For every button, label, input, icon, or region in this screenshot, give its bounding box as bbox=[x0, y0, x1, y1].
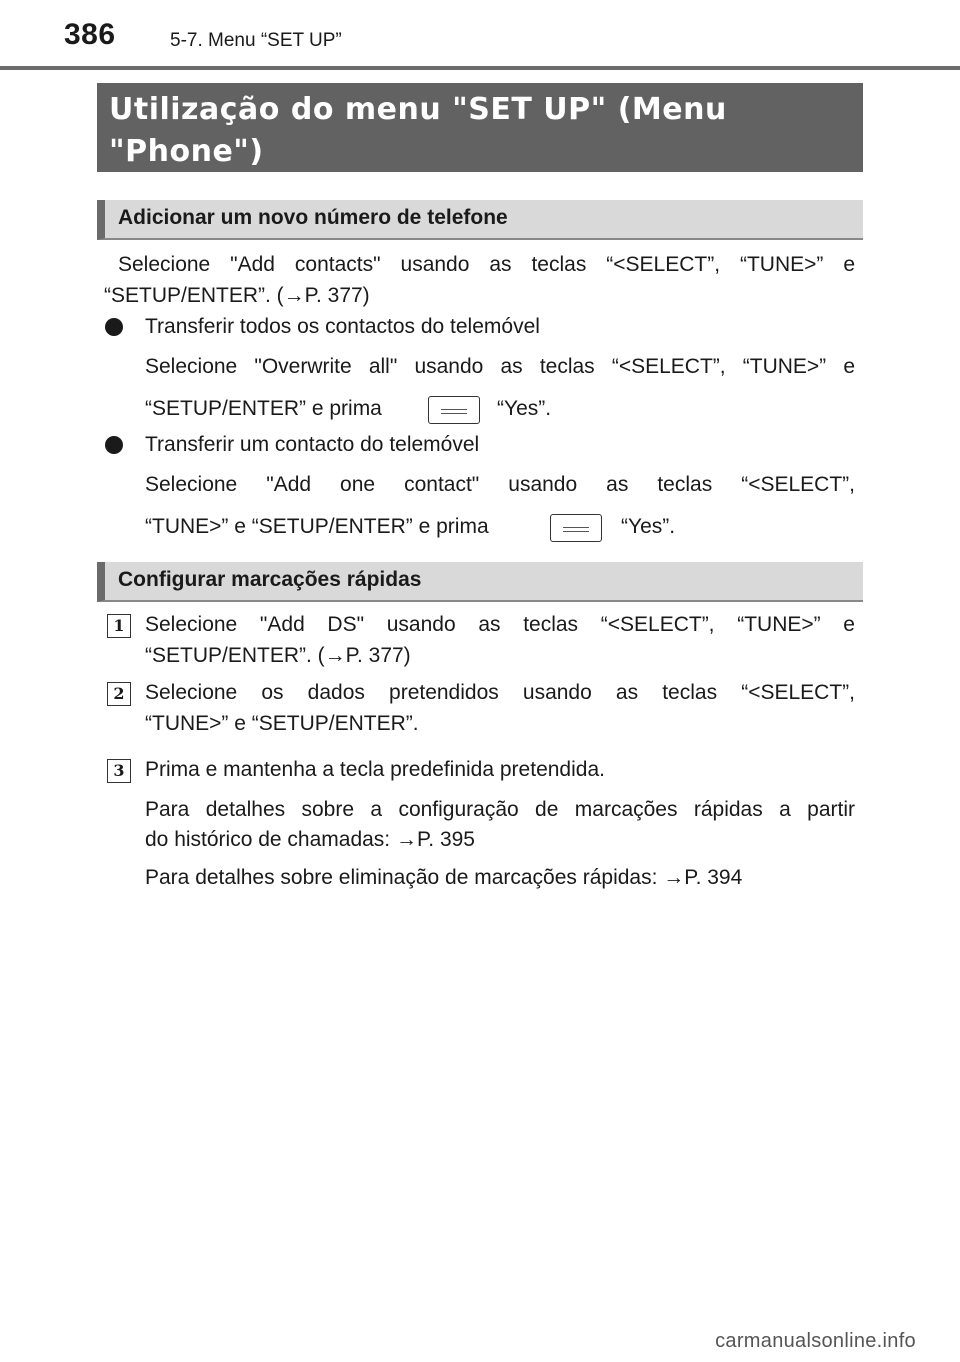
section-reference: 5-7. Menu “SET UP” bbox=[170, 30, 342, 51]
key-button-icon bbox=[550, 514, 602, 542]
bullet-transfer-one-line-1: Selecione "Add one contact" usando as teclas “<SELECT”, bbox=[145, 473, 855, 496]
step-1-line-1: Selecione "Add DS" usando as teclas “<SELECT”, “TUNE>” e bbox=[145, 613, 855, 636]
note-delete: Para detalhes sobre eliminação de marcações rápidas: →P. 394 bbox=[145, 866, 743, 889]
key-button-icon bbox=[428, 396, 480, 424]
note-history-line-2: do histórico de chamadas: →P. 395 bbox=[145, 828, 475, 851]
intro-line-2: “SETUP/ENTER”. (→P. 377) bbox=[104, 284, 370, 307]
bullet-transfer-all-line-2: “SETUP/ENTER” e prima bbox=[145, 397, 382, 420]
page-title-line-1: Utilização do menu "SET UP" (Menu bbox=[109, 92, 727, 127]
intro-line-1: Selecione "Add contacts" usando as teclas “<SELECT”, “TUNE>” e bbox=[118, 253, 855, 276]
page-number: 386 bbox=[64, 18, 116, 51]
bullet-transfer-one-title: Transferir um contacto do telemóvel bbox=[145, 433, 480, 456]
bullet-transfer-one-yes: “Yes”. bbox=[621, 515, 676, 538]
bullet-transfer-all-line-1: Selecione "Overwrite all" usando as teclas “<SELECT”, “TUNE>” e bbox=[145, 355, 855, 378]
bullet-icon bbox=[105, 318, 123, 336]
section-heading-add-number: Adicionar um novo número de telefone bbox=[97, 200, 863, 240]
step-3-line-1: Prima e mantenha a tecla predefinida pretendida. bbox=[145, 758, 605, 781]
page-header bbox=[0, 0, 960, 70]
bullet-transfer-all-title: Transferir todos os contactos do telemóvel bbox=[145, 315, 540, 338]
bullet-transfer-one-line-2: “TUNE>” e “SETUP/ENTER” e prima bbox=[145, 515, 489, 538]
step-number-2: 2 bbox=[107, 682, 131, 706]
step-number-1: 1 bbox=[107, 614, 131, 638]
page-title bbox=[97, 83, 863, 172]
bullet-icon bbox=[105, 436, 123, 454]
step-number-3: 3 bbox=[107, 759, 131, 783]
step-1-line-2: “SETUP/ENTER”. (→P. 377) bbox=[145, 644, 411, 667]
watermark: carmanualsonline.info bbox=[715, 1330, 916, 1352]
bullet-transfer-all-yes: “Yes”. bbox=[497, 397, 552, 420]
page-title-line-2: "Phone") bbox=[109, 134, 264, 169]
step-2-line-1: Selecione os dados pretendidos usando as teclas “<SELECT”, bbox=[145, 681, 855, 704]
note-history-line-1: Para detalhes sobre a configuração de marcações rápidas a partir bbox=[145, 798, 855, 821]
step-2-line-2: “TUNE>” e “SETUP/ENTER”. bbox=[145, 712, 419, 735]
section-heading-speed-dial: Configurar marcações rápidas bbox=[97, 562, 863, 602]
